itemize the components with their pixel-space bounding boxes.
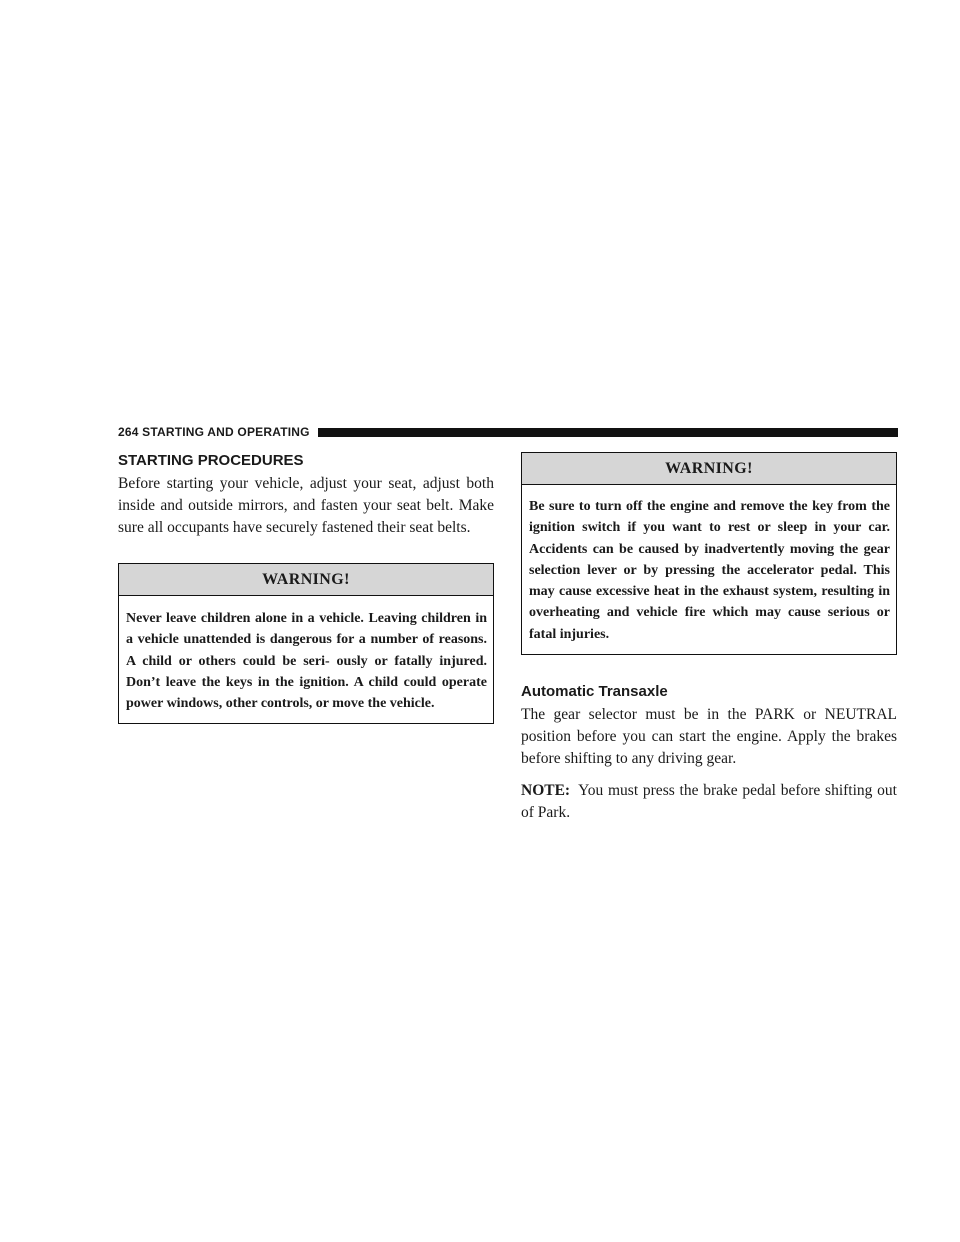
automatic-transaxle-section	[521, 683, 897, 824]
left-column	[118, 452, 494, 724]
note-paragraph	[521, 780, 897, 824]
page-header-text: 264 STARTING AND OPERATING	[118, 425, 310, 439]
warning-text: Never leave children alone in a vehicle. Leaving children in a vehicle unattended is dangerous for a number of reasons. A child or others could be seri- ously or fatally injured. Don’t leave the keys in the ignition. A child could operate power windows, other controls, or move the vehicle.	[126, 611, 487, 712]
intro-paragraph: Before starting your vehicle, adjust your seat, adjust both inside and outside mirrors, and fasten your seat belt. Make sure all occupants have securely fastened their seat belts.	[118, 475, 494, 536]
page-header	[118, 424, 898, 440]
note-label: NOTE:	[521, 782, 571, 800]
right-column	[521, 452, 897, 824]
warning-text: Be sure to turn off the engine and remove the key from the ignition switch if you want to rest or sleep in your car. Accidents can be caused by inadvertently moving the gear selection lever or by pressing the accelerator pedal. This may cause excessive heat in the exhaust system, resulting in overheating and vehicle fire which may cause serious or fatal injuries.	[529, 499, 890, 642]
section-title: STARTING PROCEDURES	[118, 452, 304, 469]
subsection-title: Automatic Transaxle	[521, 683, 668, 701]
warning-box-children	[118, 563, 494, 724]
warning-box-engine	[521, 452, 897, 655]
note-text: You must press the brake pedal before shifting out of Park.	[521, 782, 897, 822]
warning-heading: WARNING!	[522, 453, 896, 485]
warning-heading: WARNING!	[119, 564, 493, 596]
transaxle-paragraph: The gear selector must be in the PARK or NEUTRAL position before you can start the engine. Apply the brakes before shifting to any driving gear.	[521, 706, 897, 768]
header-rule	[318, 428, 898, 437]
